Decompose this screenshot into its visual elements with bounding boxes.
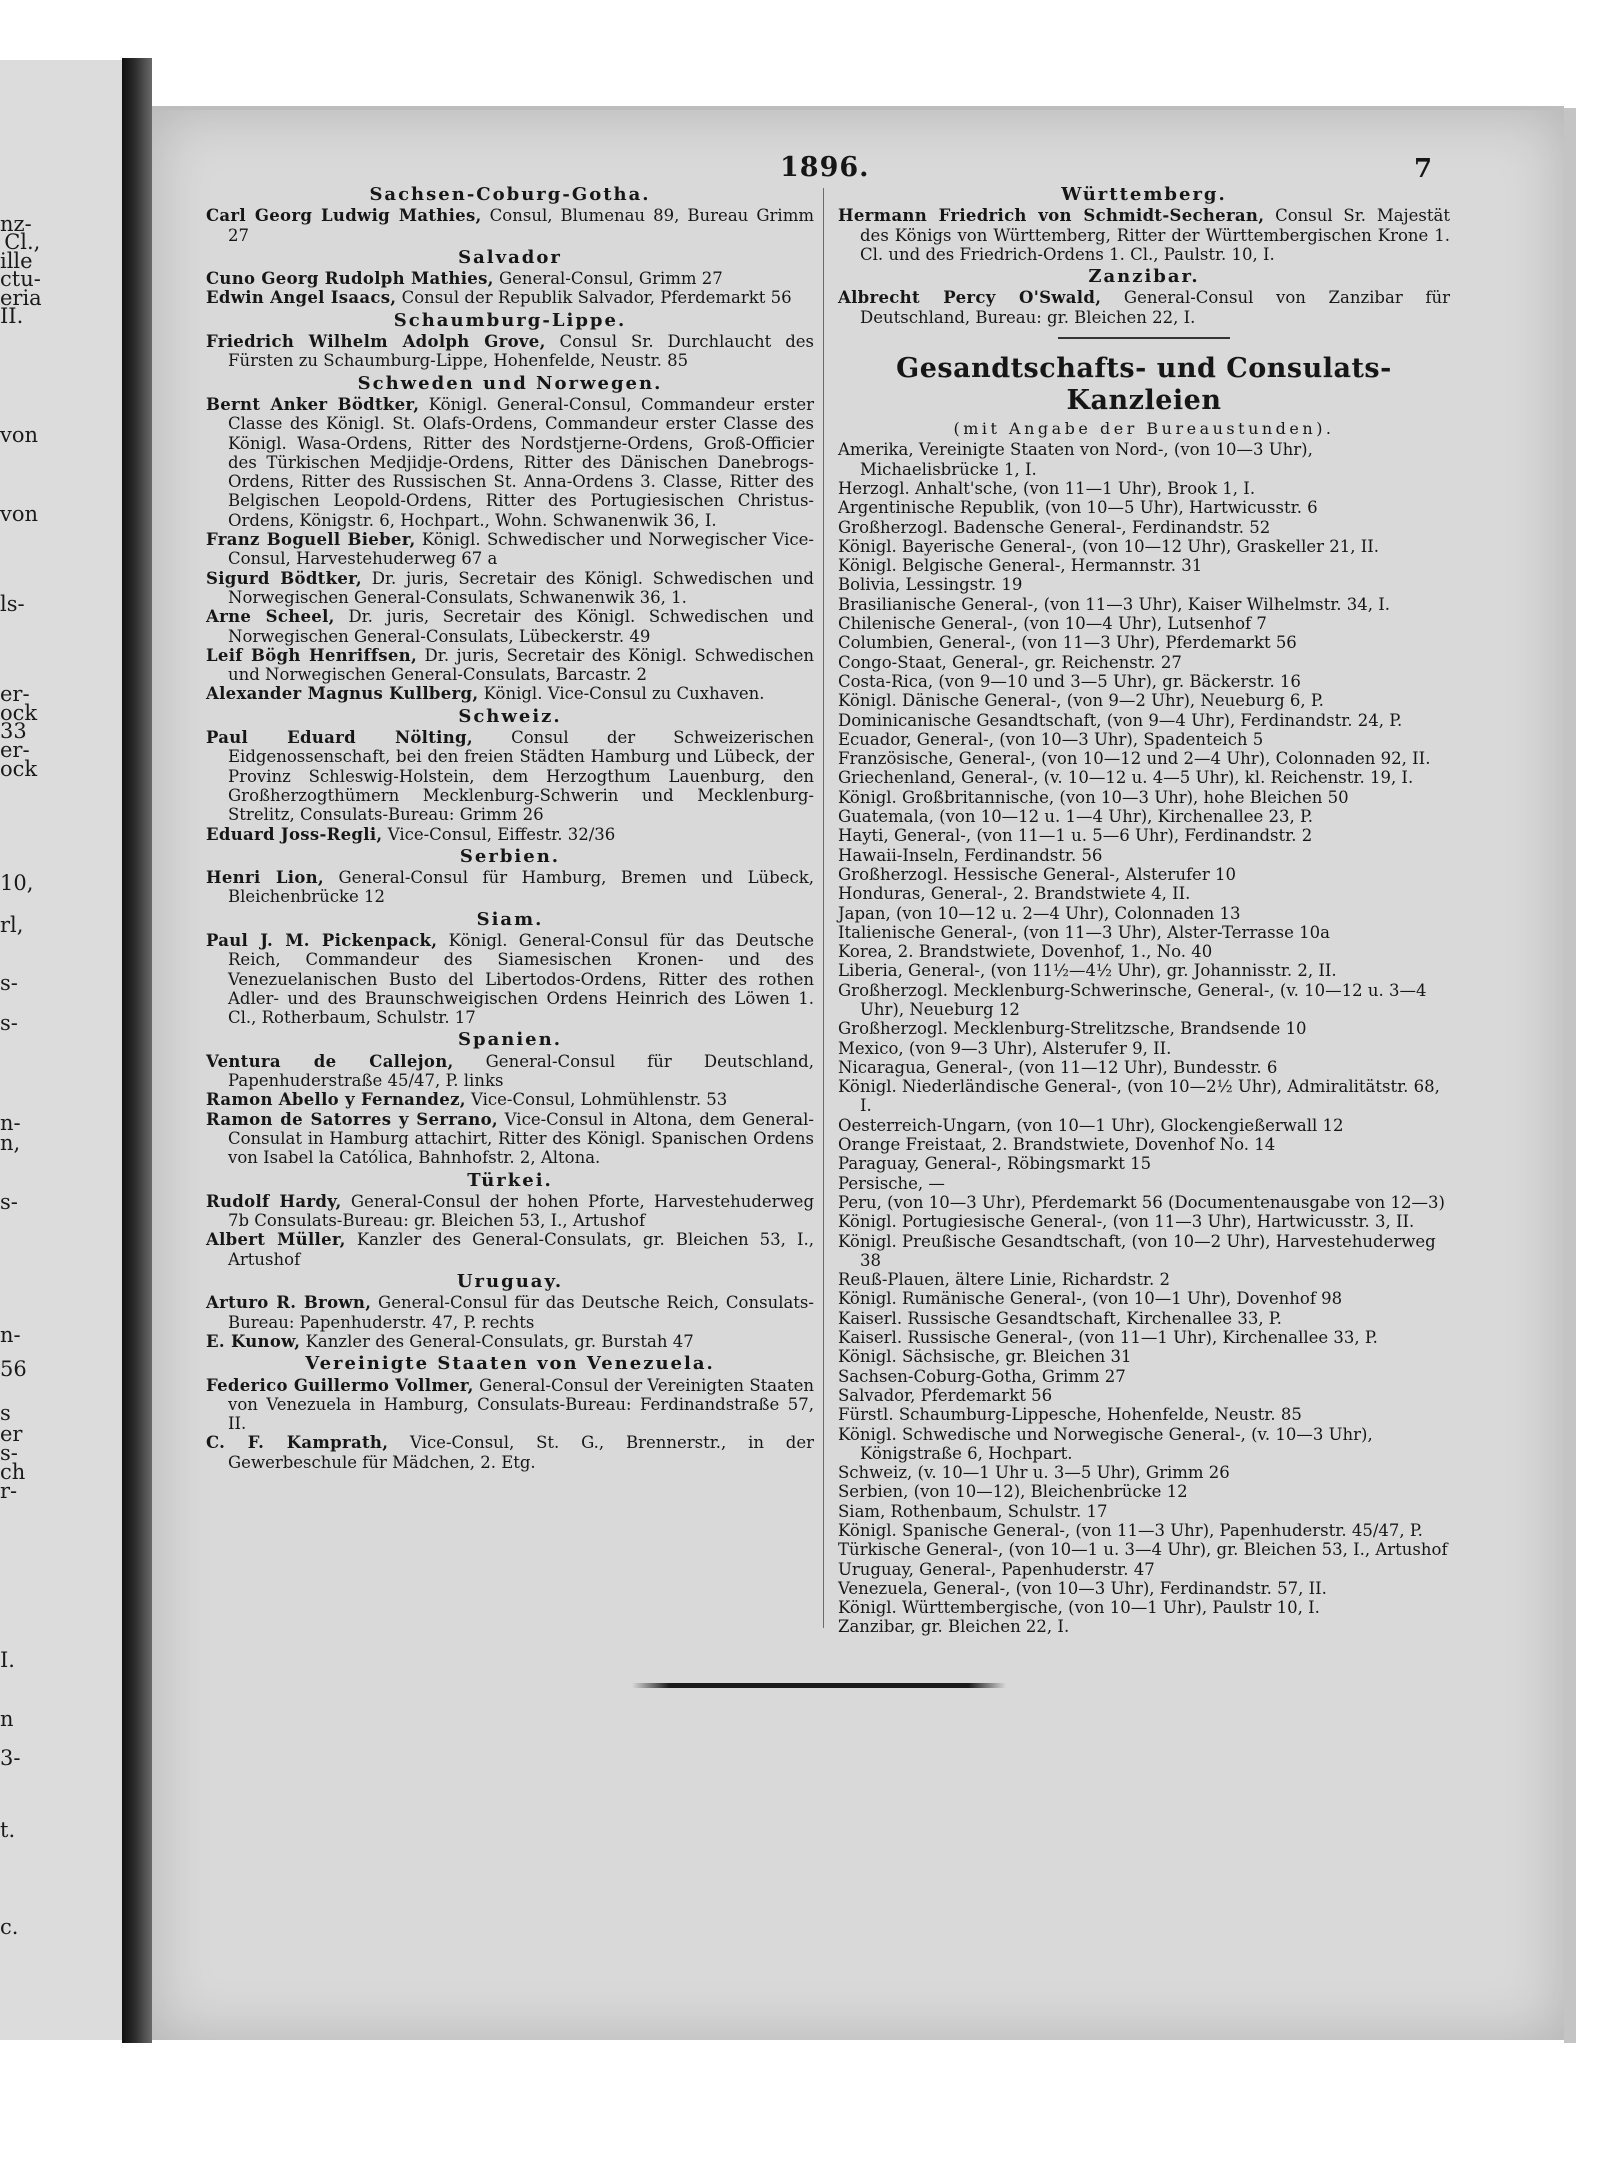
consul-entry [206,1433,814,1472]
consul-name: Bernt Anker Bödtker, [206,394,420,414]
consul-entry [838,288,1450,327]
consul-details: General-Consul für das Deutsche Reich, Consulats-Bureau: Papenhuderstr. 47, P. rechts [228,1293,814,1332]
previous-page-text: s- [0,1190,18,1214]
section-heading: Württemberg. [1061,184,1227,205]
consul-details: Königl. Vice-Consul zu Cuxhaven. [478,684,765,704]
office-entry: Königl. Dänische General-, (von 9—2 Uhr), Neueburg 6, P. [838,691,1324,711]
previous-page-text: von [0,423,39,447]
consul-entry [206,206,814,245]
office-entry: Columbien, General-, (von 11—3 Uhr), Pferdemarkt 56 [838,633,1297,653]
section-heading: Schweiz. [458,705,562,727]
previous-page-text: s [0,1401,11,1425]
office-entry: Königl. Schwedische und Norwegische General-, (v. 10—3 Uhr), Königstraße 6, Hochpart. [838,1424,1373,1463]
consul-name: Henri Lion, [206,868,324,888]
section-heading: Spanien. [458,1029,562,1051]
consul-name: Arturo R. Brown, [206,1293,372,1313]
left-column [206,182,814,1472]
office-entry: Sachsen-Coburg-Gotha, Grimm 27 [838,1366,1126,1386]
consul-entry [206,269,814,288]
office-entry: Serbien, (von 10—12), Bleichenbrücke 12 [838,1482,1188,1502]
previous-page-text: er- [0,738,30,762]
previous-page-text: 33 [0,719,27,743]
office-entry: Königl. Württembergische, (von 10—1 Uhr), Paulstr 10, I. [838,1598,1320,1618]
consul-details: Vice-Consul, Lohmühlenstr. 53 [465,1090,728,1110]
consul-details: General-Consul, Grimm 27 [493,269,723,289]
previous-page-text: c. [0,1915,19,1939]
office-entry: Hayti, General-, (von 11—1 u. 5—6 Uhr), Ferdinandstr. 2 [838,826,1313,846]
consul-entry [206,868,814,907]
consul-name: Leif Bögh Henriffsen, [206,645,418,665]
consul-name: Albert Müller, [206,1230,346,1250]
consul-details: General-Consul von Zanzibar für Deutschland, Bureau: gr. Bleichen 22, I. [860,288,1450,327]
consul-entry [206,1376,814,1434]
consul-details: General-Consul der hohen Pforte, Harvestehuderweg 7b Consulats-Bureau: gr. Bleichen 53, I., Artushof [228,1191,815,1231]
consul-name: Friedrich Wilhelm Adolph Grove, [206,332,546,352]
previous-page-text: eria [0,286,42,310]
office-entry: Siam, Rothenbaum, Schulstr. 17 [838,1501,1108,1521]
consul-name: Federico Guillermo Vollmer, [206,1375,474,1395]
consul-details: Consul, Blumenau 89, Bureau Grimm 27 [228,206,814,245]
consul-name: Cuno Georg Rudolph Mathies, [206,269,494,289]
consul-entry [206,288,814,307]
office-entry: Hawaii-Inseln, Ferdinandstr. 56 [838,845,1103,865]
office-entry: Königl. Großbritannische, (von 10—3 Uhr), hohe Bleichen 50 [838,787,1349,807]
office-entry: Venezuela, General-, (von 10—3 Uhr), Ferdinandstr. 57, II. [838,1578,1327,1598]
section-heading: Türkei. [467,1169,553,1191]
consul-details: Consul Sr. Durchlaucht des Fürsten zu Schaumburg-Lippe, Hohenfelde, Neustr. 85 [228,332,814,371]
office-entry: Großherzogl. Mecklenburg-Strelitzsche, Brandsende 10 [838,1019,1307,1039]
office-entry: Nicaragua, General-, (von 11—12 Uhr), Bundesstr. 6 [838,1057,1278,1077]
consul-entry [206,1090,814,1109]
consul-entry [838,206,1450,264]
consul-name: Albrecht Percy O'Swald, [838,288,1102,308]
right-column [838,182,1450,1637]
previous-page-text: ch [0,1460,26,1484]
office-entry: Liberia, General-, (von 11½—4½ Uhr), gr. Johannisstr. 2, II. [838,961,1337,981]
office-entry: Persische, — [838,1173,945,1193]
office-entry: Peru, (von 10—3 Uhr), Pferdemarkt 56 (Documentenausgabe von 12—3) [838,1192,1445,1212]
office-entry: Guatemala, (von 10—12 u. 1—4 Uhr), Kirchenallee 23, P. [838,807,1314,827]
previous-page-text: Cl., [0,230,41,254]
office-entry: Paraguay, General-, Röbingsmarkt 15 [838,1154,1152,1174]
consul-details: Vice-Consul, St. G., Brennerstr., in der Gewerbeschule für Mädchen, 2. Etg. [228,1433,814,1472]
office-entry: Japan, (von 10—12 u. 2—4 Uhr), Colonnaden 13 [838,903,1241,923]
consul-details: Königl. Schwedischer und Norwegischer Vice-Consul, Harvestehuderweg 67 a [228,530,814,569]
previous-page-text: 3- [0,1746,21,1770]
office-entry: Bolivia, Lessingstr. 19 [838,575,1023,595]
consul-details: Consul der Schweizerischen Eidgenossenschaft, bei den freien Städten Hamburg und Lübeck, der Provinz Schleswig-Holstein, dem Herzogthum Lauenburg, den Großherzogthümern Mecklenburg-Schwerin und Mecklenburg-Strelitz, Consulats-Bureau: Grimm 26 [228,728,814,825]
consul-name: Arne Scheel, [206,607,335,627]
section-heading: Schaumburg-Lippe. [393,309,627,331]
consul-name: Alexander Magnus Kullberg, [206,684,479,704]
consul-entry [206,607,814,646]
offices-subtitle: (mit Angabe der Bureaustunden). [953,419,1335,439]
office-entry: Königl. Niederländische General-, (von 10—2½ Uhr), Admiralitätstr. 68, I. [838,1077,1440,1116]
previous-page-text: I. [0,1648,15,1672]
consul-name: Ramon de Satorres y Serrano, [206,1109,498,1129]
section-heading: Salvador [458,246,562,268]
office-entry: Kaiserl. Russische Gesandtschaft, Kirchenallee 33, P. [838,1308,1282,1328]
consul-details: General-Consul für Hamburg, Bremen und Lübeck, Bleichenbrücke 12 [228,868,814,907]
previous-page-text: ille [0,249,33,273]
consul-entry [206,395,814,530]
offices-title: Gesandtschafts- und Consulats-Kanzleien [896,353,1392,417]
previous-page-text: er [0,1422,23,1446]
offices-list [838,440,1450,1636]
consul-details: Dr. juris, Secretair des Königl. Schwedischen und Norwegischen General-Consulats, Lübeckerstr. 49 [228,607,814,646]
end-rule [632,1683,1006,1688]
section-heading: Siam. [476,908,544,930]
consul-name: Hermann Friedrich von Schmidt-Secheran, [838,206,1265,226]
page-year: 1896. [780,152,870,183]
office-entry: Königl. Bayerische General-, (von 10—12 Uhr), Graskeller 21, II. [838,536,1380,556]
office-entry: Korea, 2. Brandstwiete, Dovenhof, 1., No. 40 [838,942,1213,962]
consul-name: Ramon Abello y Fernandez, [206,1090,466,1110]
consul-entry [206,684,814,703]
previous-page-text: rl, [0,913,24,937]
page-right-edge [1564,108,1576,2043]
office-entry: Königl. Portugiesische General-, (von 11—3 Uhr), Hartwicusstr. 3, II. [838,1212,1415,1232]
office-entry: Uruguay, General-, Papenhuderstr. 47 [838,1559,1155,1579]
previous-page-text: r- [0,1479,18,1503]
office-entry: Dominicanische Gesandtschaft, (von 9—4 Uhr), Ferdinandstr. 24, P. [838,710,1403,730]
consul-name: Eduard Joss-Regli, [206,824,383,844]
consul-details: Vice-Consul, Eiffestr. 32/36 [382,824,616,844]
office-entry: Königl. Belgische General-, Hermannstr. 31 [838,556,1203,576]
office-entry: Schweiz, (v. 10—1 Uhr u. 3—5 Uhr), Grimm 26 [838,1463,1230,1483]
office-entry: Königl. Rumänische General-, (von 10—1 Uhr), Dovenhof 98 [838,1289,1343,1309]
office-entry: Argentinische Republik, (von 10—5 Uhr), Hartwicusstr. 6 [838,498,1318,518]
previous-page-text: n- [0,1323,21,1347]
office-entry: Reuß-Plauen, ältere Linie, Richardstr. 2 [838,1270,1170,1290]
consul-entry [206,332,814,371]
consul-entry [206,569,814,608]
previous-page-text: ock [0,701,38,725]
consul-entry [206,825,814,844]
book-gutter [122,58,152,2043]
office-entry: Zanzibar, gr. Bleichen 22, I. [838,1617,1070,1637]
previous-page-text: ock [0,757,38,781]
office-entry: Großherzogl. Badensche General-, Ferdinandstr. 52 [838,517,1271,537]
previous-page-text: von [0,502,39,526]
office-entry: Ecuador, General-, (von 10—3 Uhr), Spadenteich 5 [838,729,1264,749]
consul-details: Vice-Consul in Altona, dem General-Consulat in Hamburg attachirt, Ritter des Königl. Spanischen Ordens von Isabel la Católica, Bahnhofstr. 2, Altona. [228,1109,814,1168]
page-number: 7 [1414,154,1433,184]
consul-name: Carl Georg Ludwig Mathies, [206,206,482,226]
previous-page-text: s- [0,1011,18,1035]
previous-page-text: 56 [0,1357,27,1381]
consul-entry [206,1110,814,1168]
consul-details: Consul der Republik Salvador, Pferdemarkt 56 [396,288,792,308]
column-divider [823,188,824,1628]
previous-page-text: II. [0,304,24,328]
previous-page-text: s- [0,971,18,995]
office-entry: Chilenische General-, (von 10—4 Uhr), Lutsenhof 7 [838,614,1267,634]
previous-page-text: 10, [0,871,34,895]
office-entry: Kaiserl. Russische General-, (von 11—1 Uhr), Kirchenallee 33, P. [838,1328,1378,1348]
consul-name: Ventura de Callejon, [206,1051,454,1071]
office-entry: Mexico, (von 9—3 Uhr), Alsterufer 9, II. [838,1038,1172,1058]
consul-entry [206,1293,814,1332]
office-entry: Fürstl. Schaumburg-Lippesche, Hohenfelde, Neustr. 85 [838,1405,1302,1425]
previous-page-text: er- [0,682,30,706]
office-entry: Königl. Sächsische, gr. Bleichen 31 [838,1347,1132,1367]
section-heading: Schweden und Norwegen. [357,372,663,394]
consul-entry [206,1332,814,1351]
office-entry: Königl. Preußische Gesandtschaft, (von 10—2 Uhr), Harvestehuderweg 38 [838,1231,1436,1270]
consul-name: Sigurd Bödtker, [206,568,362,588]
office-entry: Amerika, Vereinigte Staaten von Nord-, (von 10—3 Uhr), Michaelisbrücke 1, I. [838,440,1313,479]
previous-page-text: ls- [0,592,25,616]
consul-details: Dr. juris, Secretair des Königl. Schwedischen und Norwegischen General-Consulats, Schwanenwik 36, 1. [228,568,814,607]
consul-details: Königl. General-Consul für das Deutsche Reich, Commandeur des Siamesischen Kronen- und des Venezuelanischen Busto del Libertodos-Ordens, Ritter des rothen Adler- und des Braunschweigischen Ordens Heinrich des Löwen 1. Cl., Rotherbaum, Schulstr. 17 [228,930,814,1028]
previous-page-text: s- [0,1441,18,1465]
previous-page-text: nz- [0,212,32,236]
consul-details: Königl. General-Consul, Commandeur erster Classe des Königl. St. Olafs-Ordens, Commandeur erster Classe des Königl. Wasa-Ordens, Ritter des Nordstjerne-Ordens, Groß-Officier des Türkischen Medjidje-Ordens, Ritter des Dänischen Danebrogs-Ordens, Ritter des Russischen St. Anna-Ordens 3. Classe, Ritter des Belgischen Leopold-Ordens, Ritter des Portugiesischen Christus-Ordens, Königstr. 6, Hochpart., Wohn. Schwanenwik 36, I. [228,394,814,530]
office-entry: Congo-Staat, General-, gr. Reichenstr. 27 [838,652,1182,672]
consul-details: Kanzler des General-Consulats, gr. Bleichen 53, I., Artushof [228,1230,814,1269]
consul-details: Consul Sr. Majestät des Königs von Württemberg, Ritter der Württembergischen Krone 1. Cl. und des Friedrich-Ordens 1. Cl., Paulstr. 10, I. [860,206,1450,264]
office-entry: Großherzogl. Mecklenburg-Schwerinsche, General-, (v. 10—12 u. 3—4 Uhr), Neueburg 12 [838,980,1427,1019]
office-entry: Türkische General-, (von 10—1 u. 3—4 Uhr), gr. Bleichen 53, I., Artushof [838,1540,1448,1560]
consul-name: Paul Eduard Nölting, [206,728,473,748]
office-entry: Honduras, General-, 2. Brandstwiete 4, II. [838,884,1191,904]
consul-entry [206,931,814,1027]
consul-name: C. F. Kamprath, [206,1433,389,1453]
office-entry: Königl. Spanische General-, (von 11—3 Uhr), Papenhuderstr. 45/47, P. [838,1521,1423,1540]
section-rule [1058,337,1230,339]
consul-name: Paul J. M. Pickenpack, [206,930,438,950]
previous-page-text: n, [0,1131,21,1155]
office-entry: Orange Freistaat, 2. Brandstwiete, Dovenhof No. 14 [838,1135,1276,1155]
consuls-continued [838,185,1450,327]
consul-details: Dr. juris, Secretair des Königl. Schwedischen und Norwegischen General-Consulats, Barcastr. 2 [228,645,814,685]
office-entry: Großherzogl. Hessische General-, Alsterufer 10 [838,864,1236,884]
office-entry: Brasilianische General-, (von 11—3 Uhr), Kaiser Wilhelmstr. 34, I. [838,594,1391,614]
consul-name: Franz Boguell Bieber, [206,530,416,550]
previous-page-text: n [0,1707,14,1731]
consul-entry [206,530,814,569]
previous-page-text: t. [0,1818,16,1842]
consul-name: Edwin Angel Isaacs, [206,288,397,308]
previous-page-edge [0,60,122,2040]
consul-entry [206,1230,814,1269]
office-entry: Oesterreich-Ungarn, (von 10—1 Uhr), Glockengießerwall 12 [838,1115,1344,1135]
office-entry: Herzogl. Anhalt'sche, (von 11—1 Uhr), Brook 1, I. [838,478,1256,498]
office-entry: Italienische General-, (von 11—3 Uhr), Alster-Terrasse 10a [838,922,1330,942]
section-heading: Zanzibar. [1088,266,1200,288]
consul-name: Rudolf Hardy, [206,1191,342,1211]
consul-entry [206,728,814,824]
consul-entry [206,1192,814,1231]
consul-name: E. Kunow, [206,1331,301,1351]
consul-entry [206,1052,814,1091]
section-heading: Uruguay. [456,1271,564,1293]
section-heading: Vereinigte Staaten von Venezuela. [305,1353,715,1375]
office-entry: Costa-Rica, (von 9—10 und 3—5 Uhr), gr. Bäckerstr. 16 [838,671,1301,691]
section-heading: Serbien. [459,845,561,867]
previous-page-text: ctu- [0,267,41,291]
consul-entry [206,646,814,685]
section-heading: Sachsen-Coburg-Gotha. [369,184,651,205]
office-entry: Französische, General-, (von 10—12 und 2—4 Uhr), Colonnaden 92, II. [838,749,1431,769]
previous-page-text: n- [0,1111,21,1135]
consul-details: Kanzler des General-Consulats, gr. Burstah 47 [300,1331,694,1351]
office-entry: Griechenland, General-, (v. 10—12 u. 4—5 Uhr), kl. Reichenstr. 19, I. [838,768,1414,788]
consul-details: General-Consul der Vereinigten Staaten von Venezuela in Hamburg, Consulats-Bureau: Ferdinandstraße 57, II. [228,1375,814,1434]
consul-details: General-Consul für Deutschland, Papenhuderstraße 45/47, P. links [228,1051,814,1091]
office-entry: Salvador, Pferdemarkt 56 [838,1385,1053,1405]
